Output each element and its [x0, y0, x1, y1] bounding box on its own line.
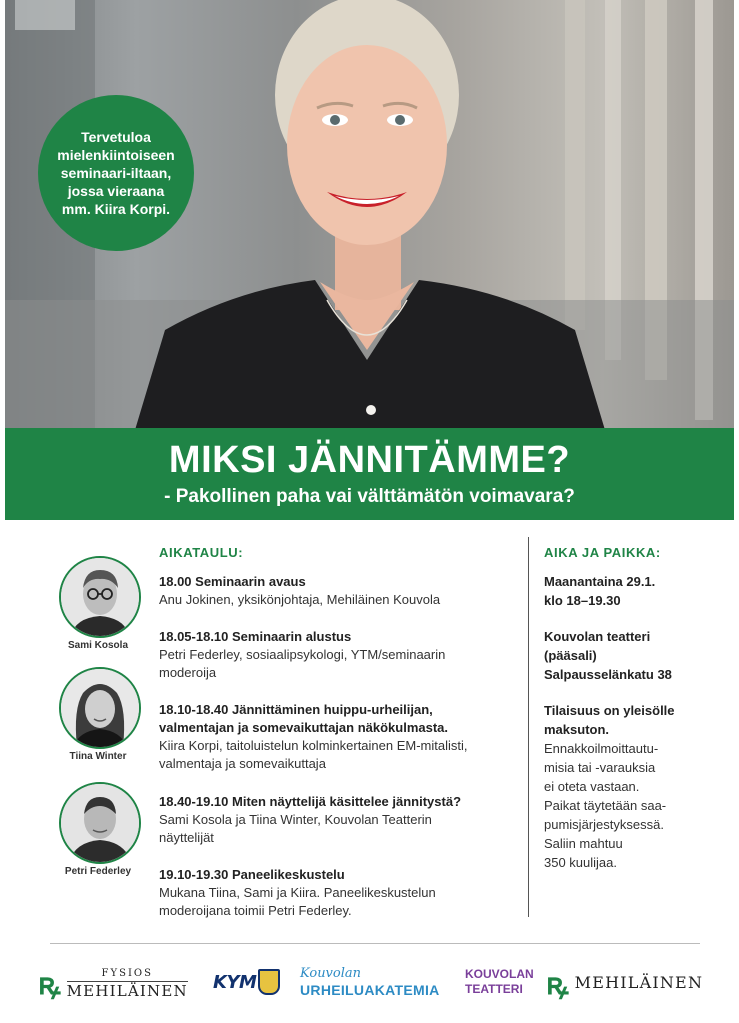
schedule-item	[159, 866, 519, 920]
venue-place-line2: (pääsali)	[544, 648, 597, 663]
venue-note-line: ei oteta vastaan.	[544, 779, 640, 794]
urheiluakatemia-logo	[300, 962, 450, 1002]
venue-note-line: pumisjärjestyksessä.	[544, 817, 664, 832]
kym-shield-icon	[258, 969, 280, 995]
venue-notes	[544, 701, 719, 872]
schedule-item-desc: Anu Jokinen, yksikönjohtaja, Mehiläinen Kouvola	[159, 592, 441, 607]
kym-label: KYM	[213, 971, 257, 993]
venue-label: AIKA JA PAIKKA:	[544, 545, 661, 560]
teatteri-top-label: KOUVOLAN	[465, 967, 534, 981]
schedule-item-title: 18.40-19.10 Miten näyttelijä käsittelee jännitystä?	[159, 794, 462, 809]
schedule-item-desc: Petri Federley, sosiaalipsykologi, YTM/seminaarin moderoija	[159, 647, 446, 680]
urheiluakatemia-top-label: Kouvolan	[300, 966, 362, 981]
headline-subtitle: - Pakollinen paha vai välttämätön voimavara?	[164, 486, 575, 507]
schedule-item	[159, 573, 519, 609]
schedule-item-desc: Mukana Tiina, Sami ja Kiira. Paneelikeskustelun moderoijana toimii Petri Federley.	[159, 885, 436, 918]
mehilainen-bee-icon: ꝶ	[38, 966, 61, 1002]
venue-note-line: misia tai -varauksia	[544, 760, 656, 775]
schedule-label: AIKATAULU:	[159, 545, 244, 560]
venue-free-line1: Tilaisuus on yleisölle	[544, 703, 675, 718]
schedule-item-desc: Sami Kosola ja Tiina Winter, Kouvolan Teatterin näyttelijät	[159, 812, 432, 845]
schedule-item-title: 19.10-19.30 Paneelikeskustelu	[159, 867, 345, 882]
footer-divider	[50, 943, 700, 944]
column-divider	[528, 537, 529, 917]
teatteri-bottom-label: TEATTERI	[465, 982, 523, 996]
venue-place-line3: Salpausselänkatu 38	[544, 667, 672, 682]
person-name-tiina: Tiina Winter	[69, 751, 127, 762]
venue-free-line2: maksuton.	[544, 722, 610, 737]
venue-date-line2: klo 18–19.30	[544, 593, 621, 608]
person-name-sami: Sami Kosola	[67, 640, 129, 651]
venue-date	[544, 572, 719, 610]
welcome-badge	[38, 95, 194, 251]
headline-band	[5, 428, 734, 520]
mehilainen-bee-icon: ꝶ	[546, 966, 569, 1002]
venue-place-line1: Kouvolan teatteri	[544, 629, 651, 644]
schedule-item-title: 18.05-18.10 Seminaarin alustus	[159, 629, 352, 644]
fysios-mehilainen-logo	[38, 962, 198, 1002]
fysios-label: FYSIOS	[101, 967, 153, 979]
urheiluakatemia-bottom-label: URHEILUAKATEMIA	[300, 982, 440, 998]
fysios-mehilainen-label: MEHILÄINEN	[66, 981, 188, 1000]
schedule-item-title: 18.00 Seminaarin avaus	[159, 574, 306, 589]
venue-note-line: Saliin mahtuu	[544, 836, 623, 851]
welcome-text: Tervetuloa mielenkiintoiseen seminaari-iltaan, jossa vieraana mm. Kiira Korpi.	[57, 129, 175, 217]
schedule-item	[159, 628, 519, 682]
venue-note-line: 350 kuulijaa.	[544, 855, 617, 870]
person-name-petri: Petri Federley	[64, 866, 132, 877]
schedule-item-desc: Kiira Korpi, taitoluistelun kolminkertainen EM-mitalisti, valmentaja ja somevaikuttaja	[159, 738, 468, 771]
mehilainen-logo	[546, 962, 706, 1002]
kym-logo	[213, 962, 287, 1002]
kouvolan-teatteri-logo	[465, 962, 535, 1002]
schedule-item	[159, 793, 519, 847]
avatar-tiina-winter	[59, 667, 141, 749]
headline-title: MIKSI JÄNNITÄMME?	[168, 439, 571, 481]
venue-note-line: Ennakkoilmoittautu-	[544, 741, 659, 756]
venue-note-line: Paikat täytetään saa-	[544, 798, 667, 813]
avatar-sami-kosola	[59, 556, 141, 638]
venue-place	[544, 627, 719, 684]
mehilainen-label: MEHILÄINEN	[574, 972, 704, 992]
schedule-item-title: 18.10-18.40 Jännittäminen huippu-urheilijan, valmentajan ja somevaikuttajan näkökulmasta.	[159, 702, 449, 735]
avatar-petri-federley	[59, 782, 141, 864]
schedule-item	[159, 701, 509, 773]
venue-date-line1: Maanantaina 29.1.	[544, 574, 656, 589]
